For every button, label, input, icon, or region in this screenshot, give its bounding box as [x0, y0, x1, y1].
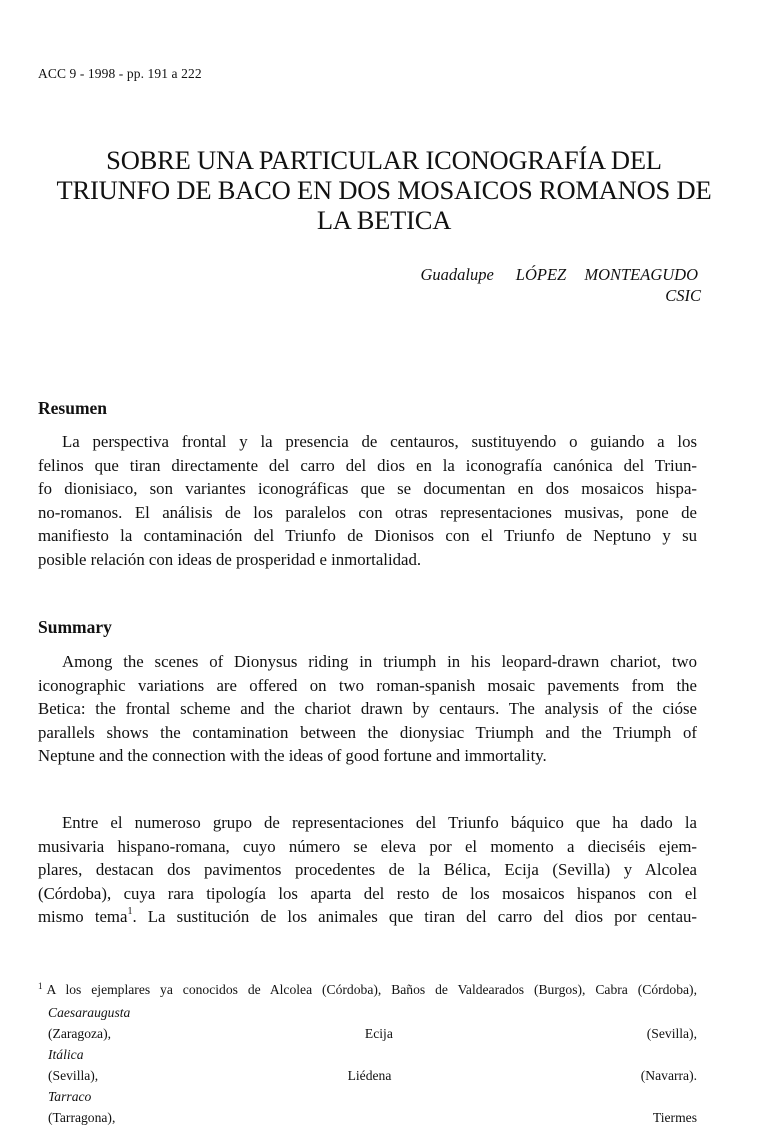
resumen-line: manifiesto la contaminación del Triunfo de Dionisos con el Triunfo de Neptuno y su [38, 526, 697, 546]
body-text-fragment: . La sustitución de los animales que tiran del carro del dios por centau- [132, 907, 698, 927]
body-line: plares, destacan dos pavimentos procedentes de la Bélica, Ecija (Sevilla) y Alcolea [38, 860, 697, 880]
journal-reference: ACC 9 - 1998 - pp. 191 a 222 [38, 66, 202, 81]
summary-line: parallels shows the contamination between the dionysiac Triumph and the Triumph of [38, 722, 697, 742]
body-text-fragment: mismo tema [38, 907, 128, 927]
body-line [38, 905, 697, 929]
summary-paragraph [38, 650, 697, 768]
author-surname: LÓPEZ MONTEAGUDO [515, 265, 698, 284]
footnote-text: (Zaragoza), Ecija (Sevilla), [48, 1026, 697, 1041]
footnote-text: (Tarragona), Tiermes [48, 1110, 697, 1125]
footnote-line [38, 979, 697, 1002]
resumen-line: felinos que tiran directamente del carro del dios en la iconografía canónica del Triun- [38, 455, 697, 475]
footnote-italic-place: Tarraco [48, 1089, 92, 1104]
footnote-italic-place: Caesaraugusta [48, 1005, 131, 1020]
title-line: LA BETICA [316, 205, 452, 235]
summary-line: Neptune and the connection with the ideas of good fortune and immortality. [38, 746, 547, 766]
summary-line: Among the scenes of Dionysus riding in triumph in his leopard-drawn chariot, two [62, 652, 697, 671]
summary-line: Betica: the frontal scheme and the chariot drawn by centaurs. The analysis of the cióse [38, 699, 697, 719]
footnote-mark: 1 [38, 981, 43, 991]
footnote-text: A los ejemplares ya conocidos de Alcolea (Córdoba), Baños de Valdearados (Burgos), Cabra (Córdoba), [46, 982, 697, 997]
resumen-line: posible relación con ideas de prosperidad e inmortalidad. [38, 549, 422, 569]
article-title [30, 145, 738, 235]
resumen-paragraph [38, 430, 697, 572]
footnote-italic-place: Itálica [48, 1047, 84, 1062]
footnote-text: (Sevilla), Liédena (Navarra). [48, 1068, 697, 1083]
body-line: Entre el numeroso grupo de representaciones del Triunfo báquico que ha dado la [62, 813, 697, 832]
body-paragraph [38, 811, 697, 929]
title-line: TRIUNFO DE BACO EN DOS MOSAICOS ROMANOS DE [56, 175, 712, 205]
footnote-line [38, 1002, 697, 1128]
title-line: SOBRE UNA PARTICULAR ICONOGRAFÍA DEL [106, 145, 662, 175]
resumen-line: no-romanos. El análisis de los paralelos con otras representaciones musivas, pone de [38, 502, 697, 522]
footnote-reference[interactable]: 1 [127, 905, 133, 917]
author-affiliation: CSIC [665, 286, 701, 305]
resumen-line: fo dionisiaco, son variantes iconográficas que se documentan en dos mosaicos hispa- [38, 479, 697, 499]
resumen-line: La perspectiva frontal y la presencia de centauros, sustituyendo o guiando a los [62, 432, 697, 451]
author-name [420, 263, 698, 286]
summary-heading: Summary [38, 617, 112, 637]
resumen-heading: Resumen [38, 398, 108, 418]
body-line: musivaria hispano-romana, cuyo número se eleva por el momento a dieciséis ejem- [38, 836, 697, 856]
body-line: (Córdoba), cuya rara tipología los aparta del resto de los mosaicos hispanos con el [38, 883, 697, 903]
author-given-name: Guadalupe [420, 265, 494, 284]
footnote [38, 979, 697, 1128]
summary-line: iconographic variations are offered on two roman-spanish mosaic pavements from the [38, 675, 697, 695]
